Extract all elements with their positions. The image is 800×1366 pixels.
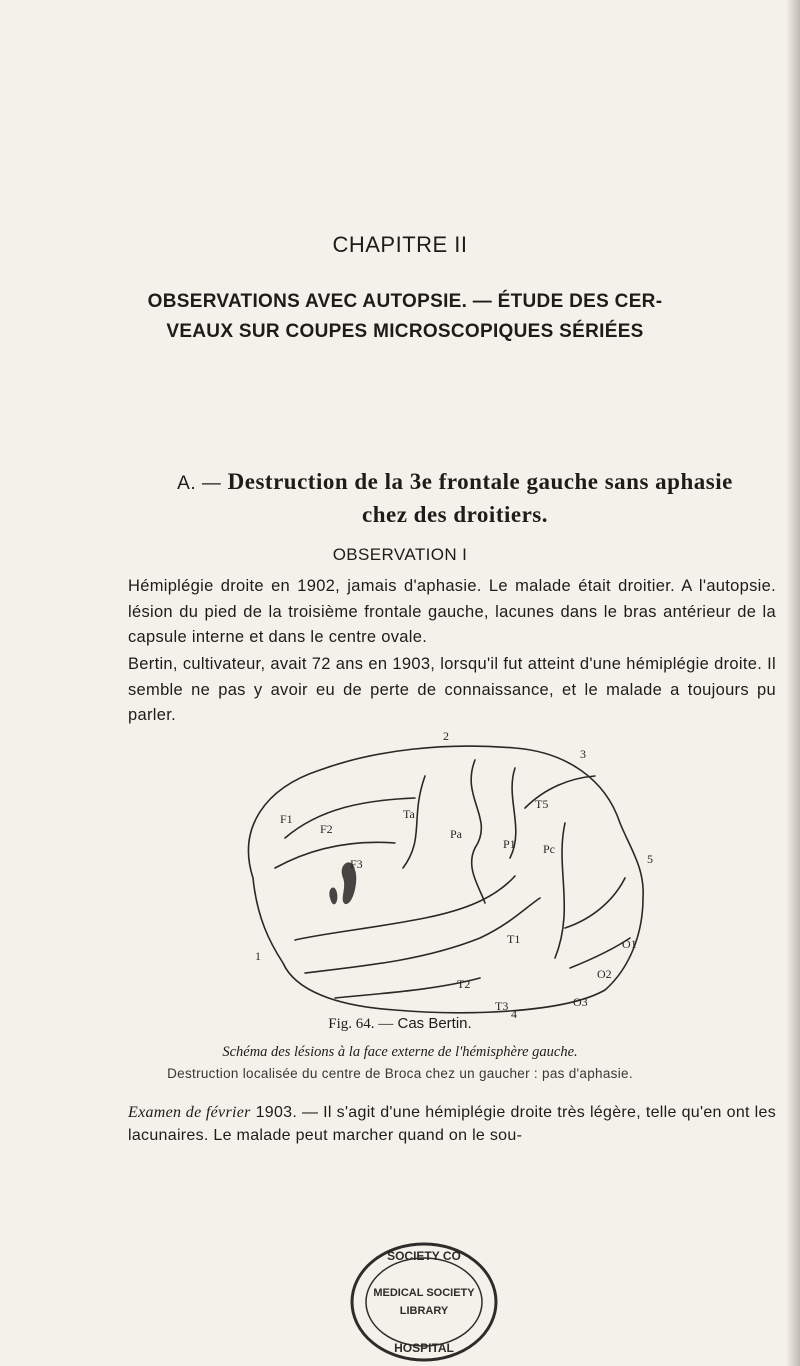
label-bottom: 4: [511, 1007, 517, 1020]
label-t3: T3: [495, 999, 509, 1013]
label-pt: P1: [503, 837, 516, 851]
label-o2: O2: [597, 967, 612, 981]
label-left: 1: [255, 949, 261, 963]
figure-caption: [0, 1015, 800, 1033]
label-o1: O1: [622, 937, 637, 951]
chapter-heading: CHAPITRE II: [332, 232, 468, 257]
chapter-title: [100, 287, 710, 347]
stamp-bottom-text: HOSPITAL: [394, 1341, 454, 1355]
case-paragraph: Bertin, cultivateur, avait 72 ans en 1903, lorsqu'il fut atteint d'une hémiplégie droite. Il semble ne pas y avoir eu de perte de connaissance, et le malade a toujours pu parler.: [128, 655, 776, 724]
examination-text: 1903. — Il s'agit d'une hémiplégie droite très légère, telle qu'en ont les lacunaires. Le malade peut marcher quand on le sou-: [128, 1104, 777, 1144]
figure-case-name: Cas Bertin.: [397, 1015, 472, 1032]
sylvian-fissure: [295, 876, 515, 940]
inferior-frontal-sulcus: [275, 842, 395, 868]
lesion-lacune: [329, 888, 337, 905]
library-stamp: [348, 1240, 500, 1364]
label-f2: F2: [320, 822, 333, 836]
stamp-library-text: LIBRARY: [399, 1305, 449, 1317]
section-line-2: chez des droitiers.: [361, 502, 548, 527]
stamp-middle-text: MEDICAL SOCIETY: [373, 1287, 475, 1299]
occipital-sulcus-2: [570, 938, 630, 968]
label-f1: F1: [280, 812, 293, 826]
schema-caption: Schéma des lésions à la face externe de l'hémisphère gauche.: [222, 1044, 578, 1060]
superior-frontal-sulcus: [285, 798, 415, 838]
stamp-top-text: SOCIETY CO: [387, 1249, 461, 1263]
summary-paragraph: Hémiplégie droite en 1902, jamais d'aphasie. Le malade était droitier. A l'autopsie. lésion du pied de la troisième frontale gauche, lacunes dans le bras antérieur de la capsule interne et dans le centre ovale.: [128, 577, 776, 646]
label-f3: F3: [350, 857, 363, 871]
observation-heading: OBSERVATION I: [332, 545, 468, 564]
figure-number: Fig. 64. —: [328, 1016, 394, 1032]
section-title: Destruction de la 3e frontale gauche sans aphasie: [227, 469, 733, 494]
label-t2: T2: [457, 977, 471, 991]
label-ta: Ta: [403, 807, 415, 821]
destruction-caption: Destruction localisée du centre de Broca chez un gaucher : pas d'aphasie.: [167, 1066, 633, 1081]
label-right-top: 3: [580, 747, 586, 761]
rolandic-sulcus: [471, 760, 485, 903]
page-edge-shadow: [786, 0, 800, 1366]
parieto-occipital-sulcus: [555, 823, 565, 958]
label-ts: T5: [535, 797, 549, 811]
title-line-1: OBSERVATIONS AVEC AUTOPSIE. — ÉTUDE DES CER-: [147, 291, 663, 312]
label-t1: T1: [507, 932, 521, 946]
brain-diagram: [225, 728, 665, 1020]
label-pa: Pa: [450, 827, 462, 841]
precentral-sulcus: [403, 776, 425, 868]
section-line-1: [135, 466, 775, 499]
title-line-2: VEAUX SUR COUPES MICROSCOPIQUES SÉRIÉES: [166, 321, 644, 342]
label-pc: Pc: [543, 842, 555, 856]
section-prefix: A. —: [177, 473, 222, 494]
label-o3: O3: [573, 995, 588, 1009]
label-top: 2: [443, 729, 449, 743]
superior-temporal-sulcus: [305, 898, 540, 973]
examination-paragraph: [128, 1101, 776, 1147]
examination-date-italic: Examen de février: [128, 1104, 251, 1121]
occipital-sulcus: [565, 878, 625, 928]
label-right: 5: [647, 852, 653, 866]
section-heading: [135, 466, 775, 530]
